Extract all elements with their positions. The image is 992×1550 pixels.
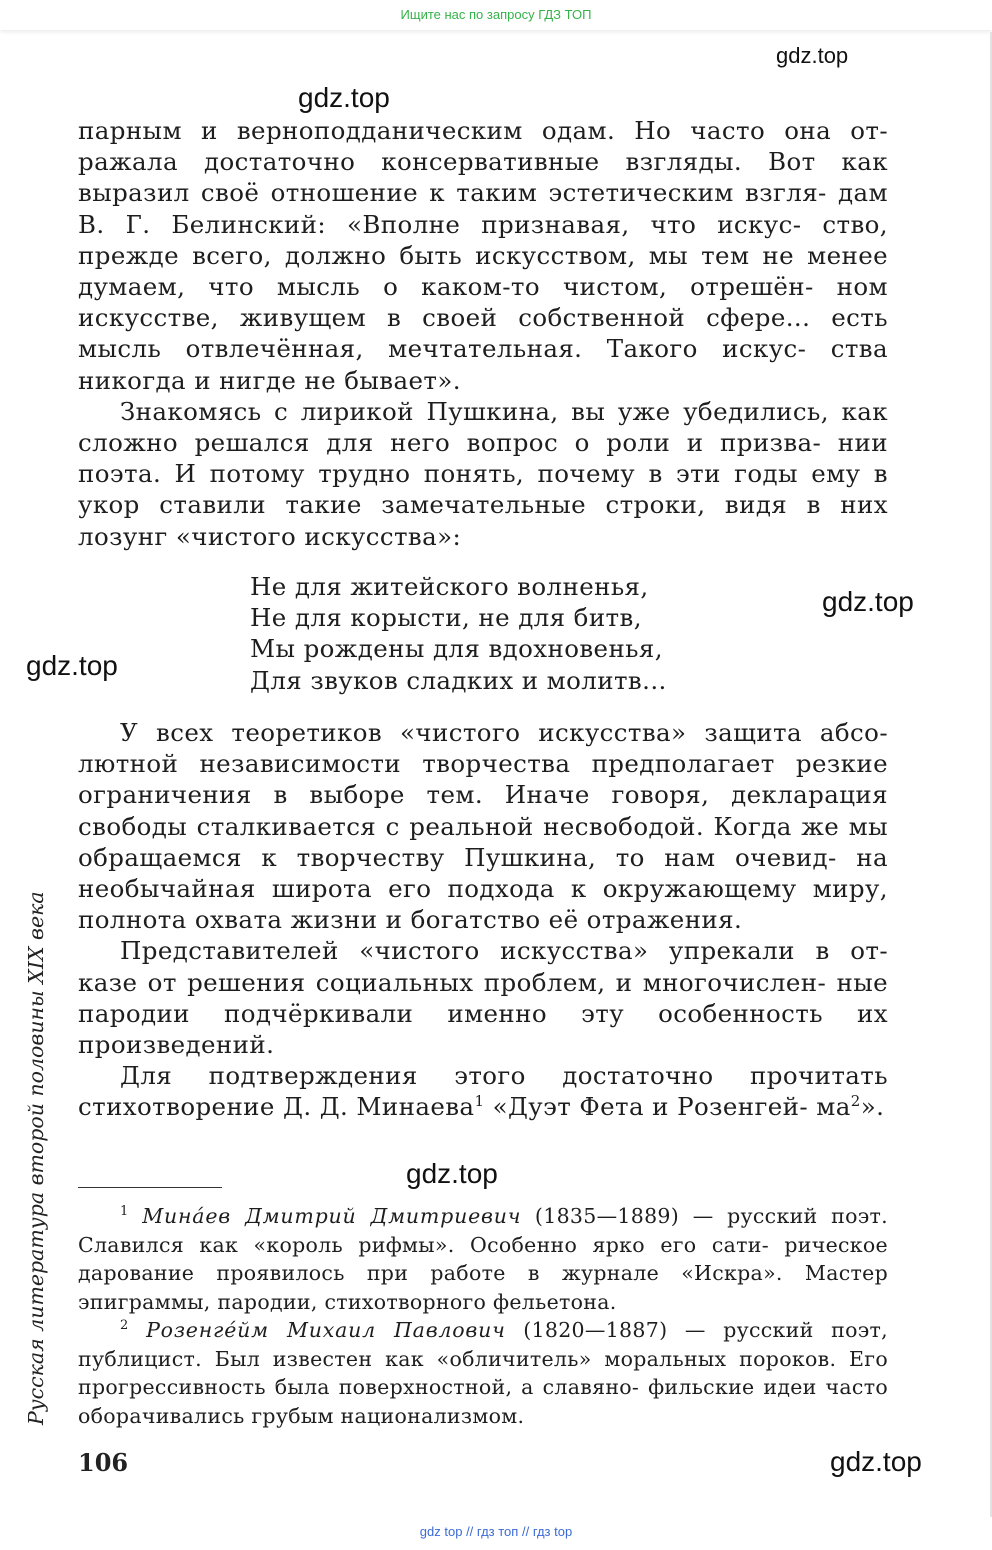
- text-line: У всех теоретиков «чистого искусства» защита абсо-: [120, 718, 888, 747]
- main-text-block-1: [78, 115, 888, 552]
- text-line: ные пародии подчёркивали именно эту особенность их: [78, 967, 888, 1028]
- footnote-1: [78, 1202, 888, 1316]
- poem-line: Для звуков сладких и молитв...: [250, 665, 667, 695]
- text-line: Для подтверждения этого достаточно прочитать: [120, 1061, 888, 1091]
- footnote-mark-2: 2: [120, 1318, 129, 1333]
- page-number: 106: [78, 1448, 129, 1477]
- footnote-1-dates: (1835—1889) — русский: [521, 1204, 818, 1228]
- text-line: ство, прежде всего, должно быть искусством, мы тем не: [78, 209, 888, 270]
- watermark-right: gdz.top: [822, 586, 914, 617]
- watermark-top: gdz.top: [298, 82, 390, 113]
- text-line: поэт. Славился как «король рифмы». Особенно ярко его сати-: [78, 1204, 888, 1257]
- footnote-ref-1: 1: [474, 1092, 485, 1111]
- main-text-block-2: [78, 717, 888, 1123]
- text-line: на необычайная широта его подхода к окружающему: [78, 842, 888, 904]
- text-line: поэт, публицист. Был известен как «обличитель» моральных: [78, 1318, 888, 1371]
- text-line: лютной независимости творчества предполагает резкие: [78, 749, 888, 779]
- text-line: нии поэта. И потому трудно понять, почему в эти годы: [78, 428, 888, 489]
- poem-line: Не для житейского волненья,: [250, 572, 649, 601]
- text-line: ».: [860, 1092, 885, 1122]
- text-line: мы обращаемся к творчеству Пушкина, то нам очевид-: [78, 811, 888, 872]
- text-line: менее думаем, что мысль о каком-то чистом, отрешён-: [78, 240, 888, 302]
- footnote-1-name: Мина́ев Дмитрий Дмитриевич: [142, 1204, 522, 1228]
- text-line: свободы сталкивается с реальной несвободой. Когда же: [78, 811, 840, 841]
- footer-link[interactable]: гдз top: [532, 1524, 573, 1539]
- text-line: Представителей «чистого искусства» упрекали в от-: [120, 936, 888, 966]
- footer-link[interactable]: гдз топ: [476, 1524, 519, 1539]
- text-line: ограничения в выборе тем. Иначе говоря, декларация: [78, 780, 888, 810]
- footnote-divider: [78, 1187, 222, 1188]
- text-line: выразил своё отношение к таким эстетическим взгля-: [78, 178, 827, 208]
- watermark-bottom-right: gdz.top: [830, 1446, 922, 1477]
- text-line: Мастер эпиграммы, пародии, стихотворного фельетона.: [78, 1261, 888, 1314]
- text-line: пороков. Его прогрессивность была поверхностной, а славяно-: [78, 1346, 888, 1399]
- top-banner: Ищите нас по запросу ГДЗ ТОП: [0, 0, 992, 30]
- paragraph-representatives: [78, 935, 888, 1060]
- watermark-mid: gdz.top: [406, 1158, 498, 1189]
- text-line: миру, полнота охвата жизни и богатство её отражения.: [78, 874, 888, 935]
- spine-title: Русская литература второй половины XIX века: [24, 891, 48, 1425]
- text-line: «Дуэт Фета и Розенгей-: [492, 1092, 809, 1122]
- text-line: ражала достаточно консервативные взгляды. Вот как: [78, 147, 888, 177]
- text-line: стихотворение Д. Д. Минаева: [78, 1092, 475, 1122]
- text-line: Знакомясь с лирикой Пушкина, вы уже убедились,: [120, 396, 829, 426]
- text-line: ему в укор ставили такие замечательные строки, видя: [78, 459, 888, 520]
- footnote-2: [78, 1316, 888, 1430]
- watermark-top-right: gdz.top: [776, 43, 849, 68]
- footer-link[interactable]: gdz top: [419, 1524, 463, 1539]
- text-line: рическое дарование проявилось при работе в журнале «Искра».: [78, 1232, 888, 1285]
- text-line: парным и верноподданическим одам. Но часто она от-: [78, 116, 888, 145]
- poem-line: Мы рождены для вдохновенья,: [250, 634, 663, 664]
- text-line: фильские идеи часто оборачивались грубым национализмом.: [78, 1375, 888, 1428]
- paragraph-continuation: [78, 115, 888, 396]
- footer-separator: //: [521, 1524, 530, 1539]
- text-line: произведений.: [78, 1030, 275, 1060]
- paragraph-confirmation: [78, 1060, 888, 1122]
- text-line: ства никогда и нигде не бывает».: [78, 334, 888, 395]
- poem-line: Не для корысти, не для битв,: [250, 603, 642, 633]
- text-line: ма: [816, 1092, 851, 1122]
- text-line: дам В. Г. Белинский: «Вполне признавая, что искус-: [78, 178, 888, 239]
- text-line: казе от решения социальных проблем, и многочислен-: [78, 967, 827, 997]
- text-line: как сложно решался для него вопрос о роли и призва-: [78, 396, 888, 458]
- watermark-left: gdz.top: [26, 650, 118, 681]
- footnotes: [78, 1202, 888, 1430]
- footer-links: [0, 1524, 992, 1539]
- footnote-2-dates: (1820—1887) — русский: [505, 1318, 814, 1342]
- poem-quote: [250, 571, 667, 696]
- text-line: есть мысль отвлечённая, мечтательная. Такого искус-: [78, 303, 888, 364]
- footnote-2-name: Розенге́йм Михаил Павлович: [146, 1318, 506, 1342]
- paragraph-theorists: [78, 717, 888, 935]
- footnote-mark-1: 1: [120, 1204, 129, 1219]
- footnote-ref-2: 2: [850, 1092, 861, 1111]
- footer-separator: //: [466, 1524, 474, 1539]
- paragraph-pushkin-lyric: [78, 396, 888, 552]
- text-line: ном искусстве, живущем в своей собственной сфере...: [78, 272, 888, 333]
- text-line: в них лозунг «чистого искусства»:: [78, 490, 888, 551]
